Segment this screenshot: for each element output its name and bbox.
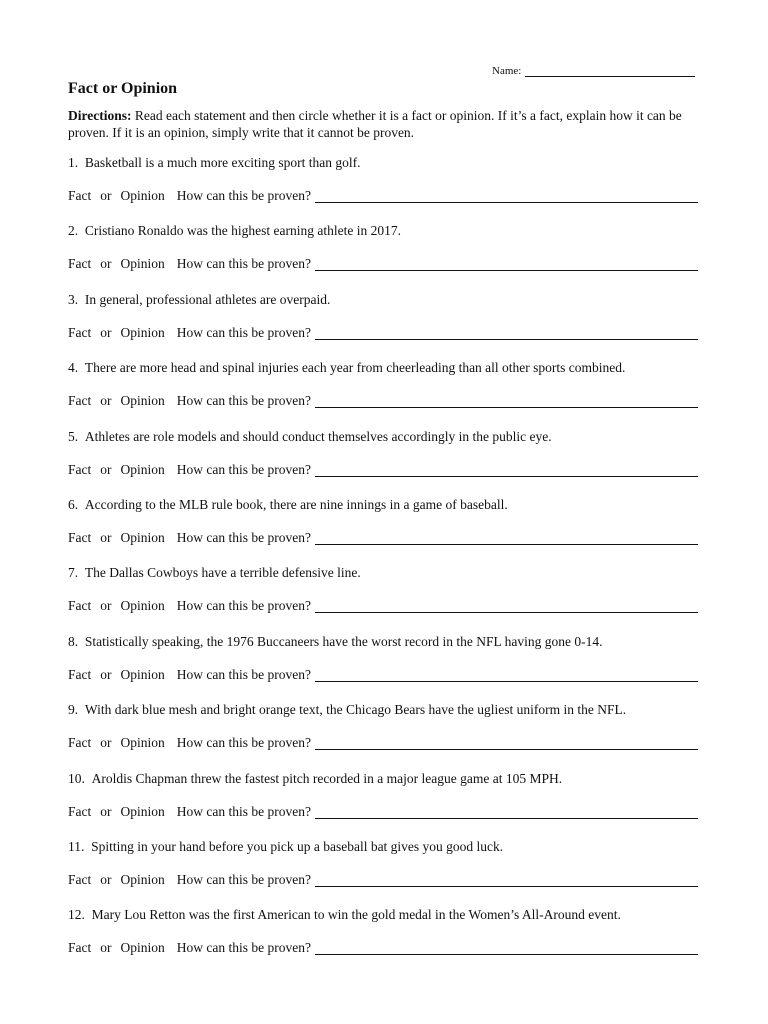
proof-prompt: How can this be proven?	[176, 735, 311, 750]
proof-prompt: How can this be proven?	[176, 598, 311, 613]
answer-line[interactable]	[315, 804, 698, 819]
question-text: Cristiano Ronaldo was the highest earning athlete in 2017.	[84, 223, 401, 238]
answer-row	[68, 598, 698, 614]
opinion-choice[interactable]: Opinion	[120, 256, 165, 271]
or-label: or	[100, 598, 112, 613]
or-label: or	[100, 256, 112, 271]
question-number: 12.	[68, 907, 85, 922]
opinion-choice[interactable]: Opinion	[120, 530, 165, 545]
question-statement	[68, 771, 562, 787]
directions-text: Read each statement and then circle whether it is a fact or opinion. If it’s a fact, explain how it can be proven. If it is an opinion, simply write that it cannot be proven.	[68, 108, 682, 140]
fact-choice[interactable]: Fact	[68, 188, 92, 203]
answer-line[interactable]	[315, 735, 698, 750]
question-statement	[68, 429, 552, 445]
question-number: 3.	[68, 292, 79, 307]
question-number: 6.	[68, 497, 79, 512]
question-statement	[68, 360, 625, 376]
opinion-choice[interactable]: Opinion	[120, 325, 165, 340]
or-label: or	[100, 940, 112, 955]
answer-row	[68, 667, 698, 683]
opinion-choice[interactable]: Opinion	[120, 804, 165, 819]
answer-line[interactable]	[315, 393, 698, 408]
or-label: or	[100, 188, 112, 203]
question-text: Aroldis Chapman threw the fastest pitch recorded in a major league game at 105 MPH.	[91, 771, 563, 786]
opinion-choice[interactable]: Opinion	[120, 462, 165, 477]
question-statement	[68, 634, 603, 650]
question-text: According to the MLB rule book, there are nine innings in a game of baseball.	[84, 497, 508, 512]
answer-line[interactable]	[315, 598, 698, 613]
fact-choice[interactable]: Fact	[68, 735, 92, 750]
answer-row	[68, 188, 698, 204]
question-number: 9.	[68, 702, 79, 717]
question-text: Mary Lou Retton was the first American to win the gold medal in the Women’s All-Around event.	[91, 907, 621, 922]
answer-row	[68, 735, 698, 751]
fact-choice[interactable]: Fact	[68, 598, 92, 613]
answer-row	[68, 393, 698, 409]
proof-prompt: How can this be proven?	[176, 256, 311, 271]
question-number: 2.	[68, 223, 79, 238]
answer-row	[68, 872, 698, 888]
answer-line[interactable]	[315, 667, 698, 682]
fact-choice[interactable]: Fact	[68, 393, 92, 408]
fact-choice[interactable]: Fact	[68, 462, 92, 477]
answer-row	[68, 325, 698, 341]
question-text: In general, professional athletes are overpaid.	[84, 292, 331, 307]
name-input-line[interactable]	[525, 65, 695, 77]
or-label: or	[100, 804, 112, 819]
fact-choice[interactable]: Fact	[68, 940, 92, 955]
answer-line[interactable]	[315, 256, 698, 271]
answer-row	[68, 530, 698, 546]
proof-prompt: How can this be proven?	[176, 325, 311, 340]
question-statement	[68, 839, 503, 855]
question-number: 5.	[68, 429, 79, 444]
question-text: There are more head and spinal injuries each year from cheerleading than all other sports combined.	[84, 360, 626, 375]
proof-prompt: How can this be proven?	[176, 188, 311, 203]
answer-line[interactable]	[315, 325, 698, 340]
question-number: 11.	[68, 839, 85, 854]
question-statement	[68, 155, 360, 171]
answer-row	[68, 256, 698, 272]
or-label: or	[100, 393, 112, 408]
question-number: 1.	[68, 155, 79, 170]
directions	[68, 107, 698, 141]
or-label: or	[100, 872, 112, 887]
proof-prompt: How can this be proven?	[176, 530, 311, 545]
or-label: or	[100, 325, 112, 340]
worksheet-title: Fact or Opinion	[68, 80, 178, 97]
or-label: or	[100, 667, 112, 682]
question-number: 8.	[68, 634, 79, 649]
question-statement	[68, 702, 626, 718]
question-statement	[68, 223, 401, 239]
proof-prompt: How can this be proven?	[176, 462, 311, 477]
or-label: or	[100, 735, 112, 750]
opinion-choice[interactable]: Opinion	[120, 188, 165, 203]
opinion-choice[interactable]: Opinion	[120, 872, 165, 887]
fact-choice[interactable]: Fact	[68, 325, 92, 340]
name-label: Name:	[492, 65, 522, 77]
question-statement	[68, 497, 508, 513]
fact-choice[interactable]: Fact	[68, 256, 92, 271]
answer-row	[68, 940, 698, 956]
question-number: 10.	[68, 771, 85, 786]
proof-prompt: How can this be proven?	[176, 804, 311, 819]
question-number: 4.	[68, 360, 79, 375]
opinion-choice[interactable]: Opinion	[120, 940, 165, 955]
answer-line[interactable]	[315, 462, 698, 477]
proof-prompt: How can this be proven?	[176, 667, 311, 682]
answer-line[interactable]	[315, 188, 698, 203]
opinion-choice[interactable]: Opinion	[120, 393, 165, 408]
fact-choice[interactable]: Fact	[68, 804, 92, 819]
answer-line[interactable]	[315, 530, 698, 545]
proof-prompt: How can this be proven?	[176, 940, 311, 955]
question-statement	[68, 907, 621, 923]
opinion-choice[interactable]: Opinion	[120, 598, 165, 613]
question-number: 7.	[68, 565, 79, 580]
opinion-choice[interactable]: Opinion	[120, 735, 165, 750]
directions-label: Directions:	[68, 108, 132, 123]
name-field	[492, 65, 695, 77]
fact-choice[interactable]: Fact	[68, 872, 92, 887]
fact-choice[interactable]: Fact	[68, 667, 92, 682]
question-statement	[68, 292, 330, 308]
opinion-choice[interactable]: Opinion	[120, 667, 165, 682]
question-text: Athletes are role models and should conduct themselves accordingly in the public eye.	[84, 429, 552, 444]
question-statement	[68, 565, 361, 581]
question-text: Spitting in your hand before you pick up a baseball bat gives you good luck.	[91, 839, 504, 854]
or-label: or	[100, 462, 112, 477]
fact-choice[interactable]: Fact	[68, 530, 92, 545]
question-text: Basketball is a much more exciting sport than golf.	[84, 155, 361, 170]
answer-row	[68, 804, 698, 820]
or-label: or	[100, 530, 112, 545]
question-text: The Dallas Cowboys have a terrible defensive line.	[84, 565, 361, 580]
answer-line[interactable]	[315, 872, 698, 887]
proof-prompt: How can this be proven?	[176, 872, 311, 887]
question-text: With dark blue mesh and bright orange text, the Chicago Bears have the ugliest uniform in the NFL.	[84, 702, 627, 717]
question-text: Statistically speaking, the 1976 Buccaneers have the worst record in the NFL having gone 0-14.	[84, 634, 603, 649]
answer-line[interactable]	[315, 940, 698, 955]
answer-row	[68, 462, 698, 478]
proof-prompt: How can this be proven?	[176, 393, 311, 408]
